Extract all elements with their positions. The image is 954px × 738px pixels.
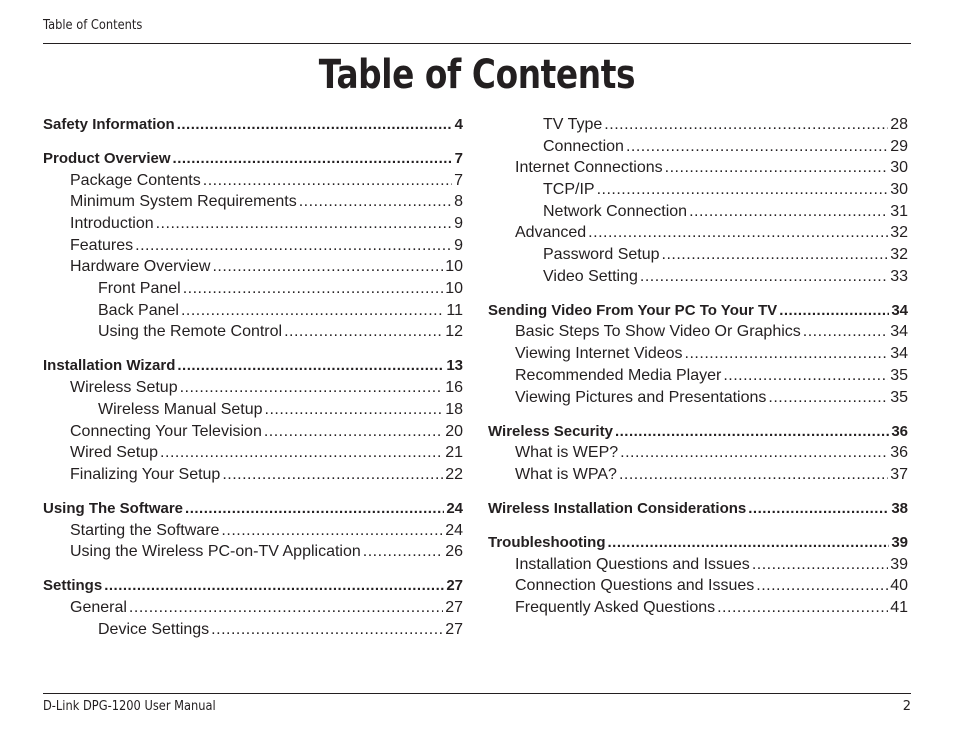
toc-entry-title: Introduction xyxy=(70,215,154,233)
toc-dot-leader xyxy=(185,498,444,520)
toc-column-left xyxy=(43,114,463,640)
toc-entry-page: 41 xyxy=(890,598,908,616)
toc-dot-leader xyxy=(264,421,443,443)
toc-entry-title: Back Panel xyxy=(98,301,179,319)
toc-column-right xyxy=(488,114,908,619)
toc-entry-page: 36 xyxy=(891,422,908,440)
toc-entry-title: Wireless Security xyxy=(488,422,613,440)
toc-entry-title: Troubleshooting xyxy=(488,533,606,551)
toc-entry-title: Installation Wizard xyxy=(43,357,176,375)
toc-entry-page: 35 xyxy=(890,388,908,406)
toc-entry-page: 39 xyxy=(890,555,908,573)
toc-dot-leader xyxy=(626,136,888,158)
toc-entry[interactable] xyxy=(43,597,463,619)
toc-entry-title: Connection xyxy=(543,137,624,155)
toc-entry-title: Connection Questions and Issues xyxy=(515,577,755,595)
toc-dot-leader xyxy=(203,170,452,192)
toc-entry-title: Frequently Asked Questions xyxy=(515,598,716,616)
toc-entry-page: 38 xyxy=(891,499,908,517)
toc-entry[interactable] xyxy=(488,222,908,244)
toc-entry[interactable] xyxy=(488,597,908,619)
toc-entry-page: 7 xyxy=(454,171,463,189)
toc-entry-title: Installation Questions and Issues xyxy=(515,555,750,573)
toc-entry-page: 37 xyxy=(890,465,908,483)
toc-dot-leader xyxy=(752,554,888,576)
toc-entry[interactable] xyxy=(488,575,908,597)
toc-entry-page: 31 xyxy=(890,202,908,220)
toc-dot-leader xyxy=(156,213,452,235)
toc-entry-page: 29 xyxy=(890,137,908,155)
toc-entry[interactable] xyxy=(488,532,908,554)
toc-entry-page: 24 xyxy=(446,499,463,517)
toc-entry[interactable] xyxy=(488,365,908,387)
toc-dot-leader xyxy=(299,191,452,213)
toc-entry-page: 34 xyxy=(890,323,908,341)
toc-entry[interactable] xyxy=(488,266,908,288)
toc-entry[interactable] xyxy=(43,278,463,300)
toc-dot-leader xyxy=(640,266,888,288)
toc-entry-page: 10 xyxy=(445,258,463,276)
toc-entry-title: Basic Steps To Show Video Or Graphics xyxy=(515,323,801,341)
toc-dot-leader xyxy=(588,222,888,244)
toc-entry-title: What is WEP? xyxy=(515,444,619,462)
page-title xyxy=(0,52,954,98)
toc-dot-leader xyxy=(689,201,888,223)
toc-entry[interactable] xyxy=(43,541,463,563)
toc-dot-leader xyxy=(129,597,443,619)
toc-entry-page: 8 xyxy=(454,193,463,211)
toc-entry[interactable] xyxy=(43,191,463,213)
toc-entry-title: Password Setup xyxy=(543,246,660,264)
toc-dot-leader xyxy=(135,235,452,257)
toc-entry-page: 7 xyxy=(454,149,463,167)
toc-entry-title: Starting the Software xyxy=(70,521,220,539)
toc-entry[interactable] xyxy=(43,300,463,322)
toc-entry-title: Recommended Media Player xyxy=(515,366,722,384)
toc-entry-page: 16 xyxy=(445,379,463,397)
toc-entry-title: Finalizing Your Setup xyxy=(70,465,221,483)
toc-entry[interactable] xyxy=(43,321,463,343)
toc-dot-leader xyxy=(177,355,444,377)
toc-dot-leader xyxy=(211,619,443,641)
toc-entry-page: 26 xyxy=(445,543,463,561)
toc-entry-title: Sending Video From Your PC To Your TV xyxy=(488,301,778,319)
running-header: Table of Contents xyxy=(43,18,143,33)
page-number: 2 xyxy=(902,699,911,714)
toc-dot-leader xyxy=(212,256,443,278)
toc-dot-leader xyxy=(177,114,453,136)
toc-dot-leader xyxy=(104,575,444,597)
toc-dot-leader xyxy=(221,520,443,542)
toc-entry-title: Front Panel xyxy=(98,280,181,298)
toc-entry-page: 27 xyxy=(445,620,463,638)
toc-entry-title: Connecting Your Television xyxy=(70,422,262,440)
toc-dot-leader xyxy=(180,377,444,399)
toc-entry-page: 11 xyxy=(446,301,463,319)
toc-dot-leader xyxy=(597,179,889,201)
toc-entry-title: Using The Software xyxy=(43,499,184,517)
toc-entry[interactable] xyxy=(43,148,463,170)
toc-entry[interactable] xyxy=(43,235,463,257)
toc-entry-title: TCP/IP xyxy=(543,181,595,199)
footer-manual-title: D-Link DPG-1200 User Manual xyxy=(43,699,216,714)
toc-entry[interactable] xyxy=(43,498,463,520)
toc-entry-page: 12 xyxy=(445,323,463,341)
toc-entry-page: 39 xyxy=(891,533,908,551)
toc-entry[interactable] xyxy=(43,575,463,597)
toc-entry-title: Hardware Overview xyxy=(70,258,211,276)
toc-dot-leader xyxy=(665,157,889,179)
toc-entry[interactable] xyxy=(488,387,908,409)
toc-dot-leader xyxy=(608,532,890,554)
toc-entry[interactable] xyxy=(43,520,463,542)
toc-dot-leader xyxy=(756,575,888,597)
toc-entry-page: 20 xyxy=(445,422,463,440)
toc-dot-leader xyxy=(615,421,889,443)
toc-entry-title: Wired Setup xyxy=(70,444,159,462)
toc-dot-leader xyxy=(620,442,888,464)
page-title-text: Table of Contents xyxy=(318,52,636,98)
toc-entry[interactable] xyxy=(43,464,463,486)
toc-entry[interactable] xyxy=(488,343,908,365)
toc-entry[interactable] xyxy=(43,114,463,136)
toc-entry-title: Package Contents xyxy=(70,171,201,189)
toc-entry-page: 27 xyxy=(445,598,463,616)
toc-dot-leader xyxy=(604,114,888,136)
toc-dot-leader xyxy=(748,498,889,520)
toc-entry[interactable] xyxy=(488,442,908,464)
toc-dot-leader xyxy=(685,343,889,365)
toc-entry-title: Features xyxy=(70,236,134,254)
toc-dot-leader xyxy=(173,148,453,170)
toc-entry-title: Wireless Installation Considerations xyxy=(488,499,747,517)
toc-entry-page: 33 xyxy=(890,267,908,285)
toc-entry[interactable] xyxy=(43,421,463,443)
toc-entry-page: 30 xyxy=(890,181,908,199)
toc-entry-page: 18 xyxy=(445,400,463,418)
toc-entry[interactable] xyxy=(488,554,908,576)
footer-rule xyxy=(43,693,911,694)
toc-entry-title: Minimum System Requirements xyxy=(70,193,297,211)
toc-entry-title: Settings xyxy=(43,577,103,595)
toc-entry-page: 32 xyxy=(890,246,908,264)
toc-dot-leader xyxy=(779,300,889,322)
toc-entry[interactable] xyxy=(488,244,908,266)
toc-entry-title: Safety Information xyxy=(43,116,175,133)
toc-entry[interactable] xyxy=(488,201,908,223)
toc-entry-page: 21 xyxy=(445,444,463,462)
toc-entry-title: Advanced xyxy=(515,224,587,242)
toc-dot-leader xyxy=(183,278,443,300)
toc-dot-leader xyxy=(265,399,444,421)
toc-entry[interactable] xyxy=(43,377,463,399)
toc-entry-title: Product Overview xyxy=(43,149,171,167)
toc-entry[interactable] xyxy=(488,421,908,443)
toc-dot-leader xyxy=(662,244,889,266)
toc-entry-page: 27 xyxy=(446,577,463,595)
toc-entry-page: 10 xyxy=(445,280,463,298)
toc-entry-page: 32 xyxy=(890,224,908,242)
toc-entry-title: Wireless Setup xyxy=(70,379,178,397)
toc-entry-page: 24 xyxy=(445,521,463,539)
toc-dot-leader xyxy=(723,365,888,387)
toc-entry[interactable] xyxy=(43,355,463,377)
header-rule xyxy=(43,43,911,44)
toc-entry[interactable] xyxy=(488,114,908,136)
toc-entry[interactable] xyxy=(43,256,463,278)
toc-entry-title: Device Settings xyxy=(98,620,210,638)
toc-entry-page: 40 xyxy=(890,577,908,595)
toc-entry[interactable] xyxy=(488,136,908,158)
toc-entry-page: 9 xyxy=(454,236,463,254)
toc-entry-title: TV Type xyxy=(543,116,603,133)
toc-entry[interactable] xyxy=(43,213,463,235)
toc-entry-page: 9 xyxy=(454,215,463,233)
toc-entry-title: Using the Wireless PC-on-TV Application xyxy=(70,543,361,561)
toc-entry-page: 4 xyxy=(454,116,463,133)
toc-dot-leader xyxy=(717,597,888,619)
toc-dot-leader xyxy=(803,321,888,343)
toc-entry[interactable] xyxy=(488,300,908,322)
toc-dot-leader xyxy=(768,387,888,409)
toc-entry[interactable] xyxy=(43,442,463,464)
toc-entry-title: What is WPA? xyxy=(515,465,617,483)
toc-entry[interactable] xyxy=(43,619,463,641)
toc-dot-leader xyxy=(181,300,444,322)
toc-entry[interactable] xyxy=(488,464,908,486)
toc-entry-title: Internet Connections xyxy=(515,159,663,177)
toc-dot-leader xyxy=(160,442,443,464)
toc-entry-page: 35 xyxy=(890,366,908,384)
toc-entry[interactable] xyxy=(43,170,463,192)
toc-entry-page: 36 xyxy=(890,444,908,462)
toc-entry-page: 34 xyxy=(890,345,908,363)
toc-entry[interactable] xyxy=(43,399,463,421)
toc-entry[interactable] xyxy=(488,321,908,343)
toc-entry-title: Video Setting xyxy=(543,267,638,285)
toc-entry-title: Viewing Internet Videos xyxy=(515,345,683,363)
toc-entry-title: Network Connection xyxy=(543,202,688,220)
toc-entry-page: 13 xyxy=(446,357,463,375)
toc-dot-leader xyxy=(363,541,443,563)
toc-entry-title: Wireless Manual Setup xyxy=(98,400,263,418)
toc-entry-title: General xyxy=(70,598,127,616)
toc-entry-page: 30 xyxy=(890,159,908,177)
toc-entry-page: 34 xyxy=(891,301,908,319)
toc-entry[interactable] xyxy=(488,498,908,520)
toc-entry-title: Viewing Pictures and Presentations xyxy=(515,388,767,406)
toc-dot-leader xyxy=(284,321,443,343)
toc-dot-leader xyxy=(619,464,888,486)
toc-entry-title: Using the Remote Control xyxy=(98,323,283,341)
toc-dot-leader xyxy=(222,464,443,486)
toc-entry[interactable] xyxy=(488,179,908,201)
toc-entry-page: 28 xyxy=(890,116,908,133)
toc-entry-page: 22 xyxy=(445,465,463,483)
toc-entry[interactable] xyxy=(488,157,908,179)
